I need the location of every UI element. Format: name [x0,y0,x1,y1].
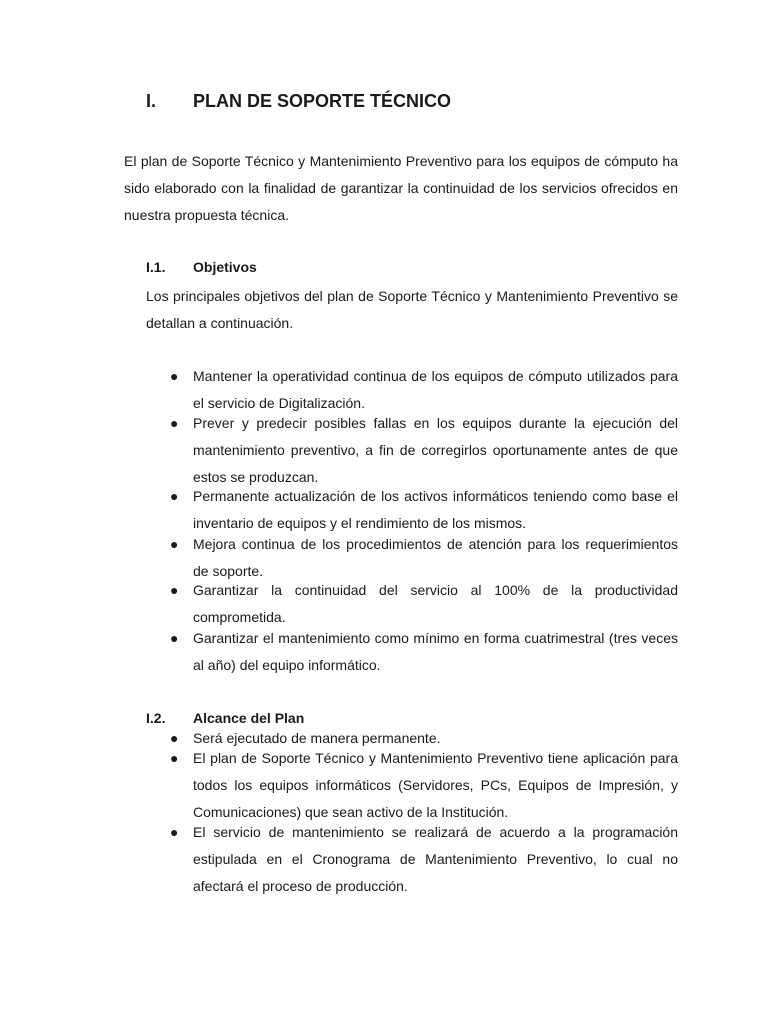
list-item: ● Prever y predecir posibles fallas en los equipos durante la ejecución del mantenimiento preventivo, a fin de corregirlos oportunamente antes de que estos se produzcan. [170,410,678,491]
section-heading-objetivos [146,259,257,275]
list-item: ● Permanente actualización de los activos informáticos teniendo como base el inventario de equipos y el rendimiento de los mismos. [170,483,678,537]
intro-paragraph: El plan de Soporte Técnico y Mantenimiento Preventivo para los equipos de cómputo ha sido elaborado con la finalidad de garantizar la continuidad de los servicios ofrecidos en nuestra propuesta técnica. [124,153,678,223]
title-number: I. [146,91,157,111]
bullet-icon: ● [170,824,179,840]
bullet-icon: ● [170,536,179,552]
list-item: ● El plan de Soporte Técnico y Mantenimiento Preventivo tiene aplicación para todos los equipos informáticos (Servidores, PCs, Equipos de Impresión, y Comunicaciones) que sean activo de la Institución. [170,745,678,826]
section-number: I.1. [146,259,166,275]
section-number: I.2. [146,710,166,726]
objectives-intro: Los principales objetivos del plan de Soporte Técnico y Mantenimiento Preventivo se detallan a continuación. [146,288,678,331]
bullet-icon: ● [170,750,179,766]
list-item: ● Garantizar el mantenimiento como mínimo en forma cuatrimestral (tres veces al año) del equipo informático. [170,625,678,679]
section-title: Objetivos [193,259,257,275]
title-text: PLAN DE SOPORTE TÉCNICO [193,91,452,111]
list-item: ● Garantizar la continuidad del servicio al 100% de la productividad comprometida. [170,577,678,631]
bullet-icon: ● [170,730,179,746]
list-item: ● Será ejecutado de manera permanente. [170,725,678,752]
bullet-icon: ● [170,488,179,504]
bullet-icon: ● [170,582,179,598]
section-heading-alcance [146,710,304,726]
page-title [146,91,451,112]
list-item: ● Mejora continua de los procedimientos de atención para los requerimientos de soporte. [170,531,678,585]
bullet-icon: ● [170,415,179,431]
bullet-icon: ● [170,368,179,384]
list-item: ● Mantener la operatividad continua de los equipos de cómputo utilizados para el servicio de Digitalización. [170,363,678,417]
section-title: Alcance del Plan [193,710,305,726]
bullet-icon: ● [170,630,179,646]
list-item: ● El servicio de mantenimiento se realizará de acuerdo a la programación estipulada en el Cronograma de Mantenimiento Preventivo, lo cual no afectará el proceso de producción. [170,819,678,900]
